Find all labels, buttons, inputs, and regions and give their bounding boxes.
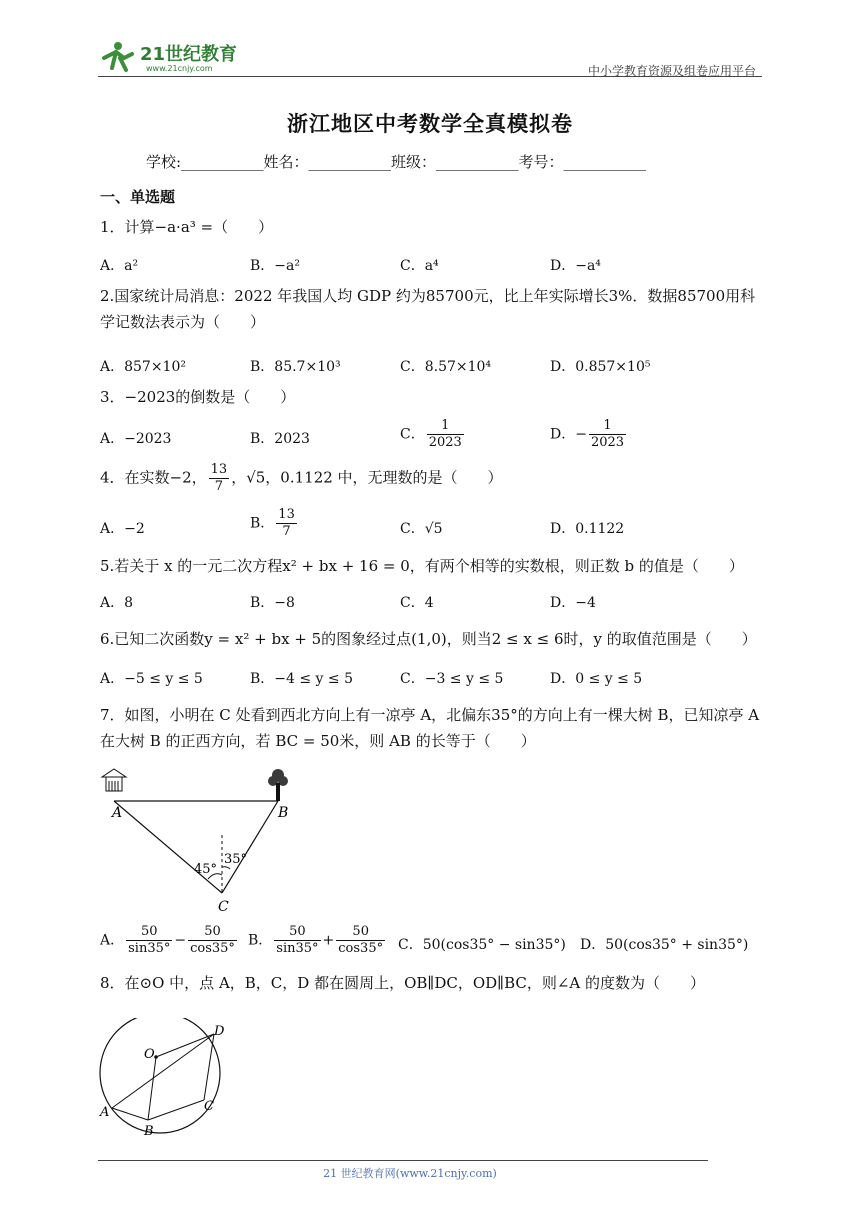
header-divider [98,76,762,77]
q4-option-c: C．√5 [400,521,443,537]
q7-a-operator: − [174,932,187,949]
question-2: 2.国家统计局消息：2022 年我国人均 GDP 约为85700元，比上年实际增长3%．数据85700用科学记数法表示为（ ） [100,287,756,331]
footer-link[interactable]: 21 世纪教育网(www.21cnjy.com) [323,1167,497,1180]
logo-url: www.21cnjy.com [146,64,213,73]
q5-option-b: B．−8 [250,595,295,611]
student-info-line: 学校:___________姓名：___________班级：___________考号：___________ [146,153,647,171]
page-title: 浙江地区中考数学全真模拟卷 [287,111,573,136]
q7-a-frac2 [188,924,237,957]
question-8: 8．在⊙O 中，点 A，B，C，D 都在圆周上，OB∥DC，OD∥BC，则∠A 的度数为（ ） [100,974,706,992]
q7-a-num2: 50 [188,924,237,941]
footer-divider [98,1160,708,1161]
q3-d-numerator: 1 [589,418,626,435]
q4-numerator: 13 [210,462,228,477]
q4-b-prefix: B． [250,515,275,532]
q3-c-denominator: 2023 [428,435,462,450]
question-5: 5.若关于 x 的一元二次方程x² + bx + 16 = 0，有两个相等的实数根，则正数 b 的值是（ ） [100,557,744,575]
label-c: C [218,899,229,915]
site-logo [96,38,256,74]
q5-option-c: C．4 [400,595,434,611]
q3-c-numerator: 1 [427,418,464,435]
q3-d-prefix: D．− [550,426,587,443]
section-heading: 一、单选题 [100,188,176,206]
q7-option-a [100,924,239,957]
q5-option-a: A．8 [100,595,134,611]
q4-b-denominator: 7 [282,524,291,539]
q7-b-operator: + [322,932,335,949]
q7-a-frac1 [126,924,172,957]
q7-b-den2: cos35° [338,941,384,956]
angle-arc-2 [222,867,230,869]
q3-d-denominator: 2023 [590,435,625,450]
label-b: B [278,805,289,821]
q3-d-fraction [589,418,626,451]
q2-option-d: D．0.857×10⁵ [550,359,651,375]
question-4 [100,462,503,495]
q4-stem-post: ，√5，0.1122 中，无理数的是（ ） [231,468,503,487]
q7-b-den1: sin35° [276,941,319,956]
label-a: A [112,805,123,821]
q6-option-b: B．−4 ≤ y ≤ 5 [250,671,354,687]
q2-option-c: C．8.57×10⁴ [400,359,492,375]
label-angle-35: 35° [224,852,248,867]
question-6: 6.已知二次函数y = x² + bx + 5的图象经过点(1,0)，则当2 ≤ x ≤ 6时，y 的取值范围是（ ） [100,630,757,648]
q7-a-num1: 50 [126,924,172,941]
q3-option-b: B．2023 [250,431,310,447]
q5-option-d: D．−4 [550,595,596,611]
q7-b-num1: 50 [274,924,320,941]
q2-option-b: B．85.7×10³ [250,359,341,375]
q7-option-d: D．50(cos35° + sin35°) [580,937,749,953]
q4-denominator: 7 [214,479,224,494]
segment-cd [204,1034,214,1100]
q7-option-c: C．50(cos35° − sin35°) [398,937,566,953]
segment-od [156,1034,214,1057]
q4-fraction [209,462,230,495]
q7-b-num2: 50 [336,924,385,941]
q2-option-a: A．857×10² [100,359,186,375]
question-1: 1．计算−a·a³ =（ ） [100,218,274,236]
pavilion-icon [102,769,126,791]
q3-option-a: A．−2023 [100,431,172,447]
q4-option-b [250,507,299,540]
label-d: D [214,1024,225,1039]
q7-b-prefix: B． [248,932,273,949]
label-angle-45: 45° [194,862,218,877]
q8-circle-figure [92,1018,242,1138]
question-7: 7．如图，小明在 C 处看到西北方向上有一凉亭 A，北偏东35°的方向上有一棵大树 B，已知凉亭 A 在大树 B 的正西方向，若 BC = 50米，则 AB 的长等于（ ） [100,706,760,750]
q1-option-a: A．a² [100,258,139,274]
q7-figure [98,765,308,915]
q7-a-prefix: A． [100,932,125,949]
q4-option-a: A．−2 [100,521,145,537]
q1-option-d: D．−a⁴ [550,258,601,274]
q4-b-numerator: 13 [278,507,295,522]
label-a: A [100,1105,110,1120]
line-bc [222,801,278,893]
question-3: 3．−2023的倒数是（ ） [100,388,296,406]
q1-option-b: B．−a² [250,258,300,274]
label-b: B [144,1124,154,1138]
label-c: C [204,1099,214,1114]
label-o: O [144,1047,155,1062]
q7-a-den1: sin35° [128,941,171,956]
segment-bc [148,1100,204,1120]
q7-b-frac1 [274,924,320,957]
runner-logo-icon [96,38,256,74]
q4-stem-pre: 4．在实数−2， [100,468,207,487]
q6-option-d: D．0 ≤ y ≤ 5 [550,671,643,687]
segment-ad [112,1034,214,1108]
q6-option-a: A．−5 ≤ y ≤ 5 [100,671,203,687]
q3-option-d [550,418,628,451]
q6-option-c: C．−3 ≤ y ≤ 5 [400,671,504,687]
q3-c-fraction [427,418,464,451]
q3-c-prefix: C． [400,426,425,443]
line-ac [114,801,222,893]
segment-ab [112,1108,148,1120]
q3-option-c [400,418,466,451]
q1-option-c: C．a⁴ [400,258,439,274]
q4-b-fraction [276,507,297,540]
q7-b-frac2 [336,924,385,957]
segment-ob [148,1057,156,1120]
tree-icon [268,769,288,801]
header-platform-text: 中小学教育资源及组卷应用平台 [587,64,756,78]
logo-text: 21世纪教育 [140,44,238,65]
q7-a-den2: cos35° [190,941,235,956]
q7-option-b [248,924,387,957]
q4-option-d: D．0.1122 [550,521,625,537]
